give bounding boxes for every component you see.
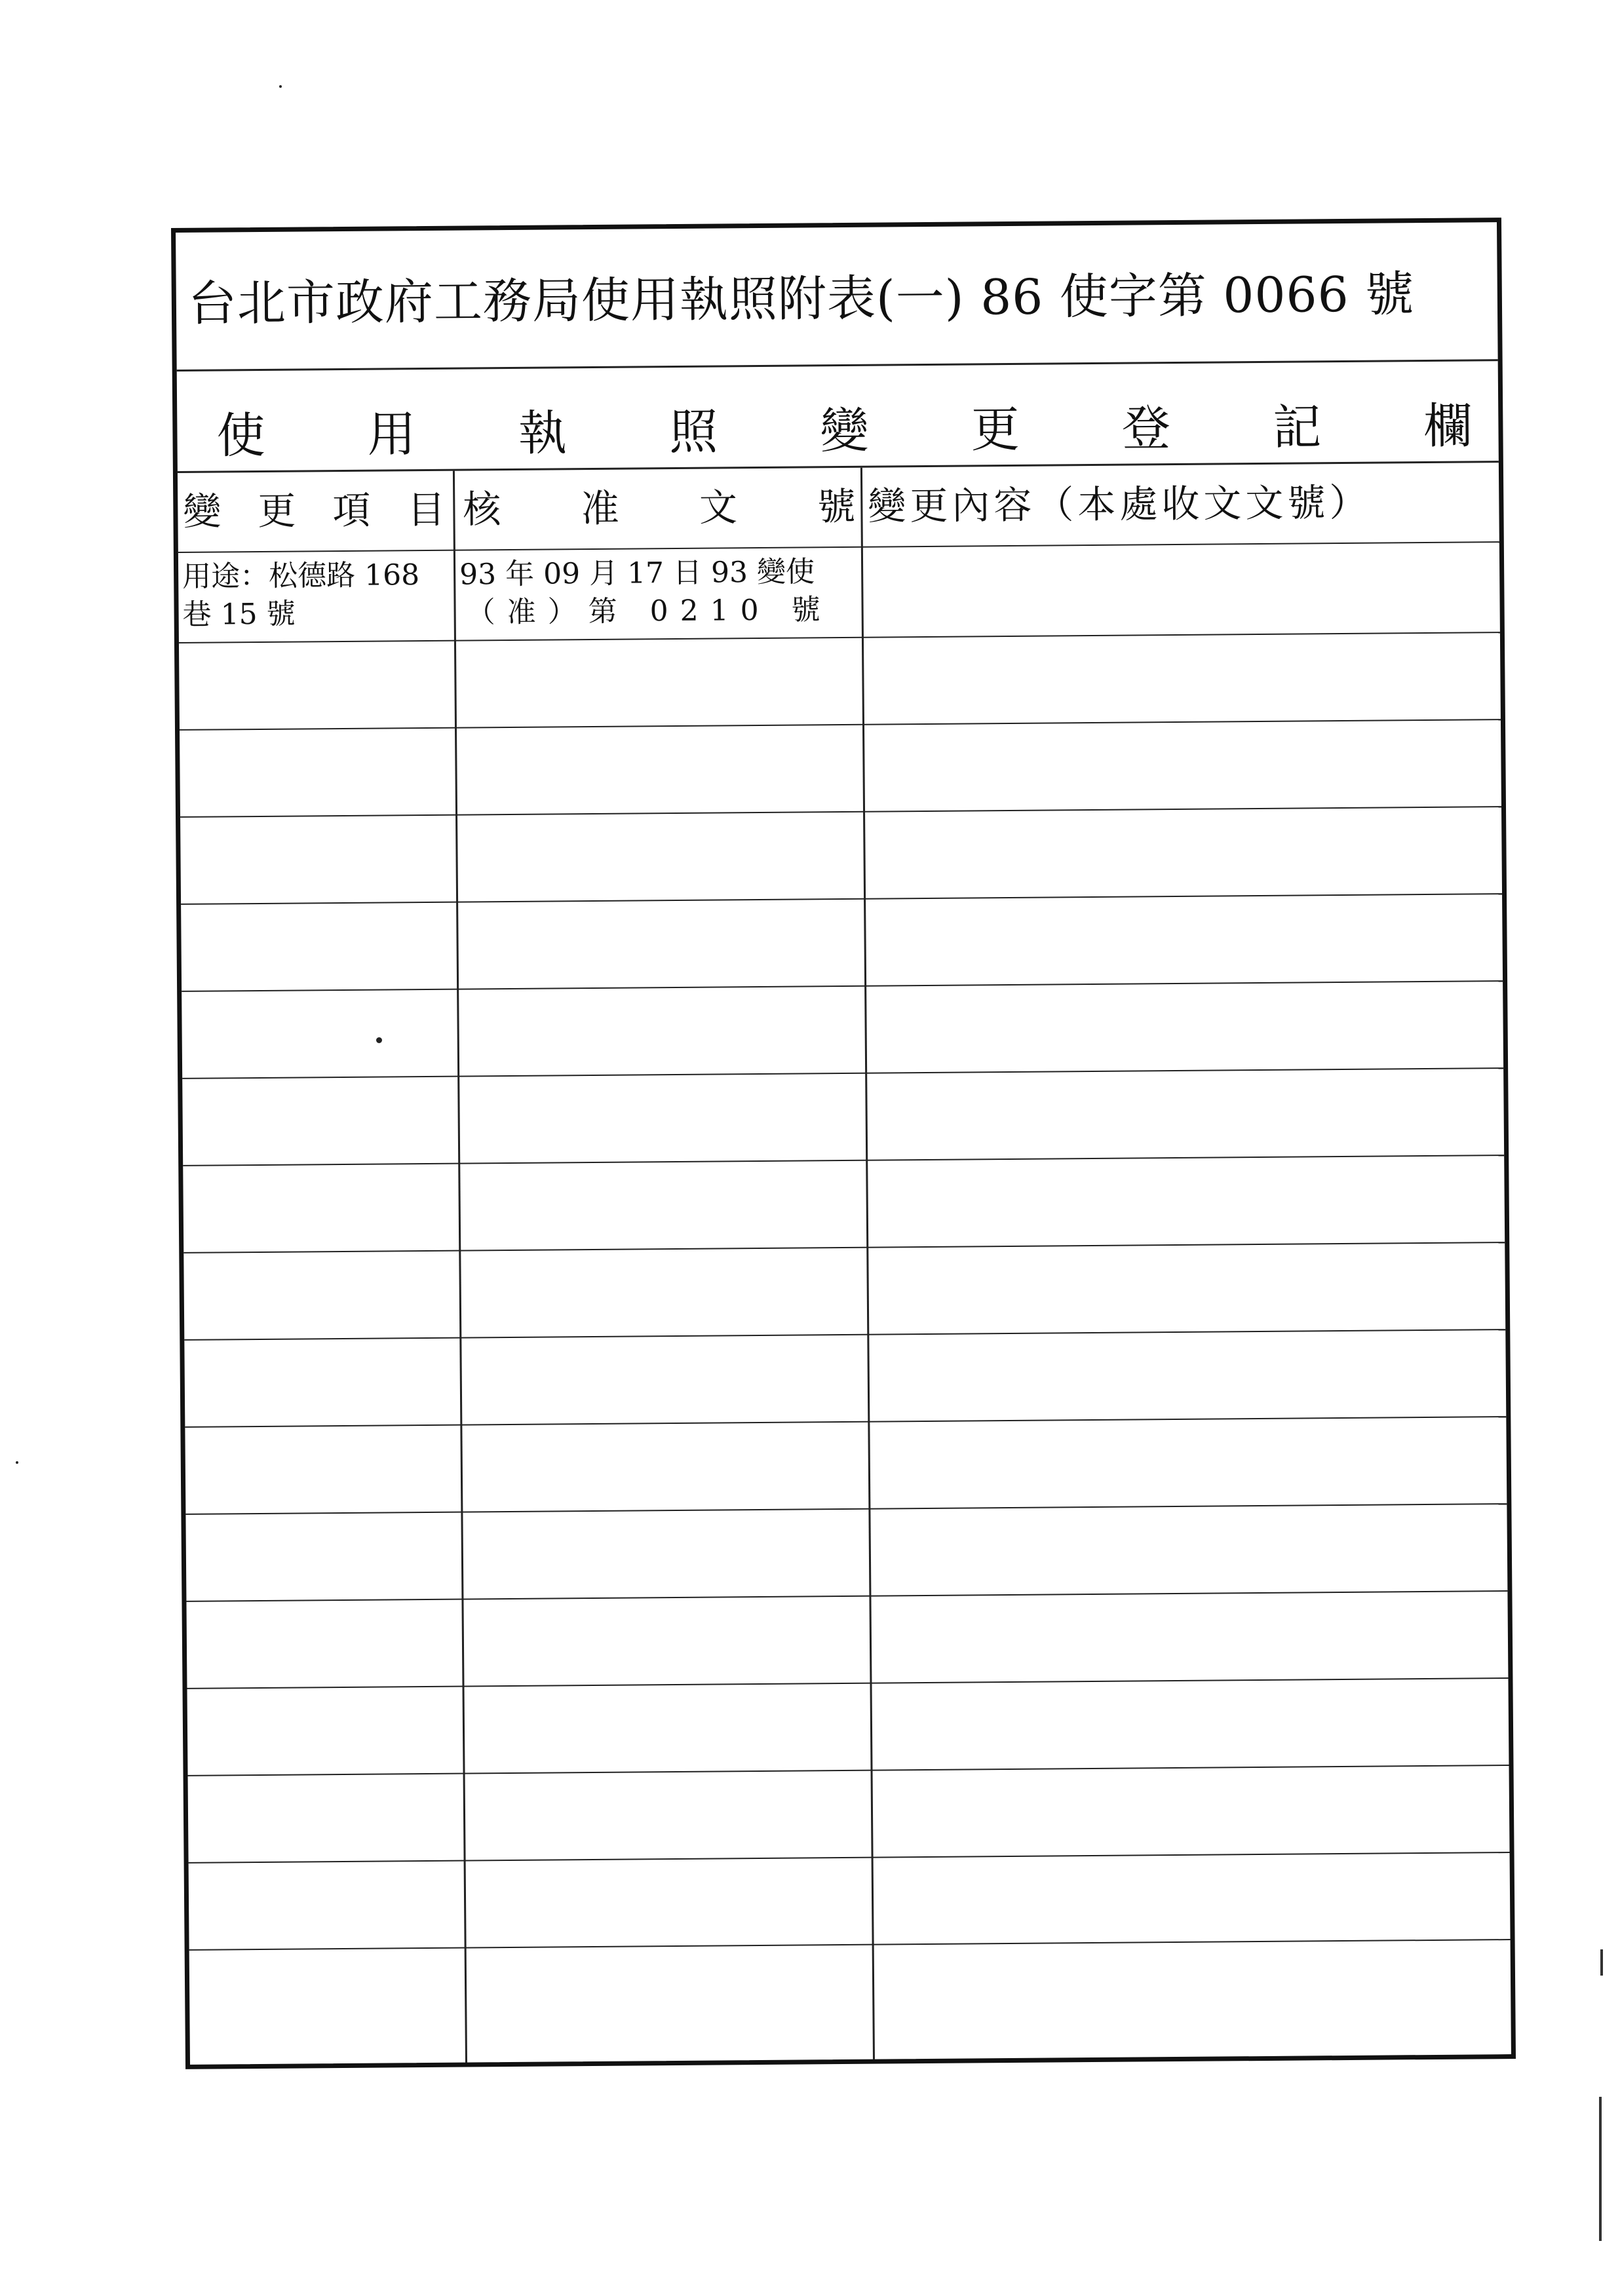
change-item-text: 用途：松德路 168 [182,558,420,594]
table-row [180,807,1502,905]
header-char: 變 [183,489,222,534]
table-row [181,894,1503,992]
header-change-content: 變更內容（本處收文文號） [868,480,1372,529]
register-heading-char: 變 [820,402,869,460]
scan-speck [376,1037,382,1043]
change-item-cell [178,551,458,642]
title-band [176,222,1498,372]
table-row [189,1853,1511,1951]
change-register-table [178,463,1511,2065]
table-row [188,1766,1510,1864]
table-row [187,1679,1509,1776]
table-row [182,1069,1504,1166]
table-row [178,543,1500,643]
form-title: 台北市政府工務局使用執照附表(一) 86 使字第 0066 號 [187,266,1415,332]
scan-speck [279,85,282,88]
change-item-text: 巷 15 號 [182,597,296,632]
table-row [186,1592,1508,1689]
form-sheet [171,218,1516,2069]
header-char: 號 [817,484,856,529]
register-heading-char: 用 [367,406,417,463]
table-row [185,1504,1507,1602]
table-row [189,1940,1511,2065]
register-heading-char: 欄 [1423,398,1473,455]
register-heading-band [177,361,1499,473]
register-heading-char: 記 [1272,399,1322,456]
header-char: 文 [699,485,738,530]
header-char: 准 [581,486,619,531]
header-char: 項 [332,488,371,533]
approval-number-cell [455,548,866,640]
register-heading [216,387,1473,465]
scan-speck [16,1461,18,1464]
change-content-cell [863,543,1500,637]
table-row [180,720,1501,818]
approval-number-text: 93 年 09 月 17 日 93 變使 [459,555,815,592]
table-header-row [178,463,1499,553]
register-heading-char: 使 [216,407,265,465]
table-row [185,1417,1507,1515]
register-heading-char: 更 [971,401,1020,459]
table-row [184,1330,1506,1428]
table-row [182,982,1503,1079]
table-row [183,1156,1505,1253]
header-char: 核 [463,487,501,532]
table-row [183,1243,1505,1341]
header-char: 目 [407,487,446,533]
approval-number-text: （准）第 0210 號 [466,593,832,630]
scan-edge-mark [1600,1949,1603,1976]
header-approval-number [455,468,861,550]
header-char: 更 [258,488,296,533]
header-change-item [178,471,453,552]
scan-edge-mark [1599,2097,1602,2241]
register-heading-char: 登 [1121,400,1171,457]
register-heading-char: 照 [668,404,718,461]
register-heading-char: 執 [518,405,568,462]
table-row [179,633,1501,731]
